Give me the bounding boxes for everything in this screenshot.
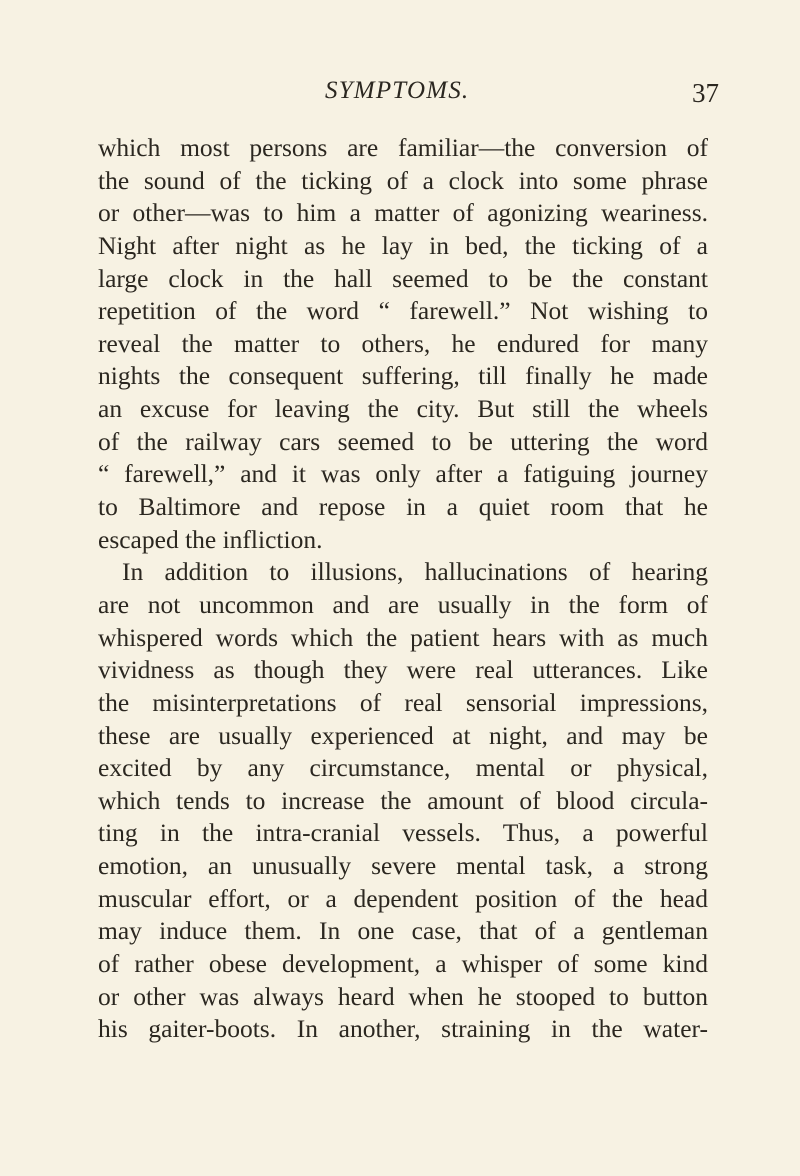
- text-line: “ farewell,” and it was only after a fatiguing journey: [98, 459, 708, 489]
- text-line: which tends to increase the amount of blood circula-: [98, 785, 708, 815]
- text-line: whispered words which the patient hears with as much: [98, 622, 708, 652]
- text-line: or other was always heard when he stooped to button: [98, 981, 708, 1011]
- text-line: emotion, an unusually severe mental task, a strong: [98, 851, 708, 881]
- text-line: reveal the matter to others, he endured for many: [98, 328, 708, 358]
- text-line: of rather obese development, a whisper of some kind: [98, 949, 708, 979]
- text-line: are not uncommon and are usually in the form of: [98, 589, 708, 619]
- text-line: repetition of the word “ farewell.” Not wishing to: [98, 296, 708, 326]
- running-title: SYMPTOMS.: [325, 77, 470, 104]
- text-line: escaped the infliction.: [98, 524, 323, 554]
- text-line: Night after night as he lay in bed, the ticking of a: [98, 230, 708, 260]
- text-line: which most persons are familiar—the conversion of: [98, 133, 708, 162]
- text-line: of the railway cars seemed to be uttering the word: [98, 426, 708, 456]
- text-line: may induce them. In one case, that of a gentleman: [98, 916, 708, 946]
- running-head: [0, 76, 800, 116]
- text-line: the sound of the ticking of a clock into some phrase: [98, 165, 708, 195]
- text-line: his gaiter-boots. In another, straining in the water-: [98, 1014, 708, 1044]
- text-line: these are usually experienced at night, and may be: [98, 720, 708, 750]
- text-line: or other—was to him a matter of agonizing weariness.: [98, 198, 708, 228]
- body-text: [98, 132, 708, 1046]
- text-line: ting in the intra-cranial vessels. Thus, a powerful: [98, 818, 708, 848]
- text-line: an excuse for leaving the city. But still the wheels: [98, 394, 708, 424]
- text-line: large clock in the hall seemed to be the constant: [98, 263, 708, 293]
- text-line: muscular effort, or a dependent position of the head: [98, 883, 708, 913]
- text-line: excited by any circumstance, mental or physical,: [98, 753, 708, 783]
- page-number: 37: [692, 78, 719, 108]
- text-line: to Baltimore and repose in a quiet room that he: [98, 492, 708, 522]
- text-line: nights the consequent suffering, till finally he made: [98, 361, 708, 391]
- text-line: vividness as though they were real utterances. Like: [98, 655, 708, 685]
- text-line: the misinterpretations of real sensorial impressions,: [98, 687, 708, 717]
- text-line: In addition to illusions, hallucinations of hearing: [122, 557, 708, 587]
